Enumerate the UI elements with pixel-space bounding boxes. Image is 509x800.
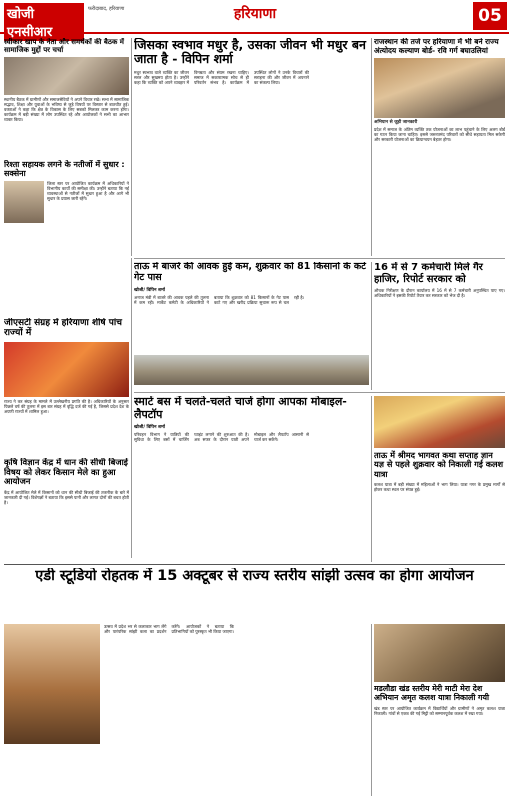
story-credit: खोजी/ विपिन शर्मा bbox=[134, 287, 165, 293]
story-credit: खोजी/ विपिन शर्मा bbox=[134, 425, 165, 431]
story-smart-bus bbox=[134, 396, 369, 562]
edition-meta: फरीदाबाद, हरियाणा bbox=[88, 6, 125, 12]
story-headline: जीएसटी संग्रह में हरियाणा शीर्ष पांच राज्यों में bbox=[4, 318, 122, 339]
story-body: कलश यात्रा में बड़ी संख्या में महिलाओं ने भाग लिया। यात्रा नगर के प्रमुख मार्गों से होकर कथा स्थल पर संपन्न हुई। bbox=[374, 482, 505, 493]
column-divider bbox=[371, 396, 372, 562]
row-divider bbox=[134, 392, 505, 393]
story-headline: कृषि विज्ञान केंद्र में धान की सीधी बिजाई विषय को लेकर किसान मेले का हुआ आयोजन bbox=[4, 458, 128, 487]
section-title: हरियाणा bbox=[233, 6, 277, 22]
story-body: उत्सव में प्रदेश भर से कलाकार भाग लेंगे और पारंपरिक सांझी कला का प्रदर्शन करेंगे। आयोजकों ने बताया कि प्रतिभागियों को पुरस्कृत भी किया जाएगा। bbox=[104, 624, 234, 634]
column-divider bbox=[131, 38, 132, 256]
story-headline: स्वीकार खाप के नेता और समर्थकों की बैठक में सामाजिक मुद्दों पर चर्चा bbox=[4, 38, 124, 55]
gst-graphic bbox=[4, 342, 129, 397]
story-headline: राजस्थान की तर्ज पर हरियाणा में भी बने राज्य अंत्योदय कल्याण बोर्ड- रवि गर्ग बघाउलियां bbox=[374, 38, 499, 55]
row-divider bbox=[4, 564, 505, 565]
story-bottom-photo bbox=[4, 624, 100, 796]
page-number: 05 bbox=[473, 2, 507, 30]
story-headline: स्मार्ट बस में चलते-चलते चार्ज होगा आपका मोबाइल-लैपटॉप bbox=[134, 396, 347, 421]
story-bottom-headline bbox=[4, 568, 505, 622]
story-headline: ताऊ में श्रीमद भागवत कथा सप्ताह ज्ञान यज्ञ से पहले शुक्रवार को निकाली गई कलश यात्रा bbox=[374, 450, 504, 479]
story-right-middle bbox=[374, 262, 505, 390]
story-top-left bbox=[4, 38, 129, 158]
story-main bbox=[134, 38, 369, 256]
story-left-bottom bbox=[4, 458, 129, 562]
sanjhi-art-photo bbox=[4, 624, 100, 744]
story-headline: ताऊ में बाजरे की आवक हुई कम, शुक्रवार को 81 किसानों के कटे गेट पास bbox=[134, 262, 366, 283]
story-body: राज्य ने कर संग्रह के मामले में उल्लेखनीय प्रगति की है। अधिकारियों के अनुसार पिछले वर्ष की तुलना में इस बार संग्रह में वृद्धि दर्ज की गई है, जिससे प्रदेश देश के अग्रणी राज्यों में शामिल हुआ। bbox=[4, 398, 129, 414]
row-divider bbox=[134, 258, 505, 259]
story-headline: जिसका स्वभाव मधुर है, उसका जीवन भी मधुर बन जाता है - विपिन शर्मा bbox=[134, 38, 366, 67]
paper-name: खोजी एनसीआर bbox=[4, 3, 84, 41]
column-divider bbox=[371, 624, 372, 796]
kalash-photo bbox=[374, 396, 505, 448]
story-headline: रिश्ता सहायक लगने के नतीजों में सुधार : सक्सेना bbox=[4, 160, 125, 179]
story-body: स्थानीय बैठक में ग्रामीणों और समाजसेवियों ने अपने विचार रखे। सभा में सामाजिक सद्भाव, शिक्षा और युवाओं के भविष्य से जुड़े विषयों पर विस्तार से बातचीत हुई। वक्ताओं ने कहा कि क्षेत्र के विकास के लिए सबको मिलकर काम करना होगा। कार्यक्रम में बड़ी संख्या में लोग उपस्थित रहे और आयोजकों ने सभी का आभार व्यक्त किया। bbox=[4, 97, 129, 123]
story-bottom-main bbox=[104, 624, 369, 796]
paper-name-block bbox=[4, 3, 84, 41]
kalash-yatra-photo bbox=[374, 624, 505, 682]
story-left-middle bbox=[4, 160, 129, 256]
portrait-photo bbox=[4, 181, 44, 223]
story-left-lower bbox=[4, 318, 129, 456]
story-headline: एडी स्टूडियो रोहतक में 15 अक्टूबर से राज्य स्तरीय सांझी उत्सव का होगा आयोजन bbox=[35, 568, 474, 584]
story-middle-row bbox=[134, 262, 369, 390]
column-divider bbox=[371, 262, 372, 390]
story-headline: 16 में से 7 कर्मचारी मिले गैर हाजिर, रिपोर्ट सरकार को bbox=[374, 262, 483, 285]
story-body: जिला स्तर पर आयोजित कार्यक्रम में अधिकारियों ने विभागीय कार्यों की समीक्षा की। उन्होंने बताया कि नई व्यवस्थाओं से नतीजों में सुधार हुआ है और आगे भी सुधार के प्रयास जारी रहेंगे। bbox=[47, 181, 129, 202]
story-body: केंद्र में आयोजित मेले में किसानों को धान की सीधी बिजाई की तकनीक के बारे में जानकारी दी गई। विशेषज्ञों ने बताया कि इससे पानी और लागत दोनों की बचत होती है। bbox=[4, 489, 129, 505]
mandi-photo bbox=[134, 355, 369, 385]
story-photo bbox=[374, 58, 505, 118]
story-body: खंड स्तर पर आयोजित कार्यक्रम में विद्यार्थियों और ग्रामीणों ने अमृत कलश यात्रा निकाली। गांवों से एकत्र की गई मिट्टी को सम्मानपूर्वक कलश में रखा गया। bbox=[374, 705, 505, 716]
story-bottom-right bbox=[374, 624, 505, 796]
photo-caption: अभियान से जुड़ी जानकारी bbox=[374, 120, 418, 126]
column-divider bbox=[131, 258, 132, 558]
story-photo bbox=[4, 57, 129, 95]
story-top-right bbox=[374, 38, 505, 256]
story-headline: मडलौडा खंड स्तरीय मेरी माटी मेरा देश अभियान अमृत कलश यात्रा निकाली गयी bbox=[374, 684, 489, 702]
story-body: प्रदेश में समाज के अंतिम व्यक्ति तक योजनाओं का लाभ पहुंचाने के लिए अलग बोर्ड का गठन किया जाना चाहिए। इससे जरूरतमंद परिवारों को सीधे सहायता मिल सकेगी और सरकारी योजनाओं का क्रियान्वयन बेहतर होगा। bbox=[374, 127, 505, 143]
story-body: औचक निरीक्षण के दौरान कार्यालय में 16 में से 7 कर्मचारी अनुपस्थित पाए गए। अधिकारियों ने इसकी रिपोर्ट तैयार कर सरकार को भेज दी है। bbox=[374, 288, 505, 298]
story-body: परिवहन विभाग ने यात्रियों की सुविधा के लिए बसों में चार्जिंग प्वाइंट लगाने की शुरुआत की है। अब सफर के दौरान यात्री अपने मोबाइल और लैपटॉप आसानी से चार्ज कर सकेंगे। bbox=[134, 432, 309, 443]
story-body: मधुर स्वभाव वाले व्यक्ति का जीवन सरल और सुखमय होता है। उन्होंने कहा कि व्यक्ति को अपने व्यवहार में विनम्रता और संयम रखना चाहिए। समाज में सकारात्मक सोच से ही परिवर्तन संभव है। कार्यक्रम में उपस्थित लोगों ने उनके विचारों की सराहना की और जीवन में अपनाने का संकल्प लिया। bbox=[134, 69, 309, 85]
story-body: अनाज मंडी में बाजरे की आवक पहले की तुलना में कम रही। मार्केट कमेटी के अधिकारियों ने बताया कि शुक्रवार को 81 किसानों के गेट पास काटे गए और खरीद प्रक्रिया सुचारू रूप से चल रही है। bbox=[134, 294, 305, 305]
column-divider bbox=[371, 38, 372, 256]
story-right-lower bbox=[374, 396, 505, 562]
masthead bbox=[0, 0, 509, 40]
